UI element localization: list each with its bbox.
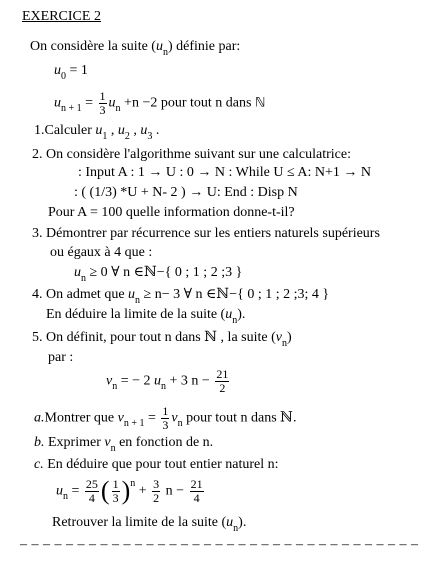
u-symbol: u	[155, 39, 163, 54]
question-5c-last: Retrouver la limite de la suite $(u_n)$.	[52, 515, 247, 534]
u-symbol: u	[108, 95, 116, 111]
algorithm-line1: : Input A : 1 → U : 0 → N : While U ≤ A: N+1 → N	[78, 165, 371, 180]
question-1: 1.Calculer $u_1$ , $u_2$ , $u_3$ .	[34, 123, 160, 142]
question-5a: a.Montrer que $v_{n + 1}$ = $\frac{1}{3}$ $v_n$ pour tout n dans ℕ.	[34, 404, 297, 432]
question-2-line4: Pour A = 100 quelle information donne-t-il?	[48, 205, 295, 220]
set-N: ℕ	[254, 95, 266, 111]
recurrence-eq: =	[85, 95, 94, 111]
recurrence-tail: +n −2 pour tout n dans	[124, 95, 252, 111]
question-5-par: par :	[48, 350, 74, 365]
fraction-one-third: $\frac{1}{3}$	[162, 404, 169, 432]
question-3-line1: 3. Démontrer par récurrence sur les entiers naturels supérieurs	[32, 226, 380, 241]
n-index: n	[162, 47, 168, 58]
u0-definition	[54, 63, 88, 82]
u-explicit-formula: $u_n$ = $\frac{25}{4}$ ( $\frac{1}{3}$ )$^n$ + $\frac{3}{2}$ n − $\frac{21}{4}$	[56, 476, 203, 506]
question-5b: b. Exprimer $v_n$ en fonction de n.	[34, 435, 214, 454]
u0-value: = 1	[69, 63, 88, 78]
question-4-line2: En déduire la limite de la suite $(u_n)$.	[46, 307, 246, 326]
question-5c: c. En déduire que pour tout entier naturel n:	[34, 457, 279, 472]
q1-text: 1.Calculer	[34, 123, 92, 138]
question-3-line2: ou égaux à 4 que :	[50, 245, 153, 260]
v-definition: $v_n$ = − 2 $u_n + 3$ n − $\frac{21}{2}$	[106, 367, 229, 395]
intro-line	[30, 39, 241, 58]
fraction-21-2: $\frac{21}{2}$	[216, 367, 229, 395]
question-4-line1: 4. On admet que $u_n \ge n- 3$ ∀ n ∈ℕ−{ 0 ; 1 ; 2 ;3; 4 }	[32, 287, 330, 306]
intro-text: On considère la suite (	[30, 39, 156, 54]
exercise-title: EXERCICE 2	[22, 9, 101, 24]
u-symbol: u	[54, 95, 61, 111]
fraction-one-third: $\frac{1}{3}$	[99, 89, 106, 117]
algorithm-line2: : ( (1/3) *U + N- 2 ) → U: End : Disp N	[74, 185, 298, 200]
recurrence-index: n + 1	[61, 103, 82, 115]
separator-dashes: – – – – – – – – – – – – – – – – – – – – – – – – – – – – – – – – – – –	[20, 537, 419, 552]
recurrence-relation	[54, 90, 265, 116]
u-symbol: u	[54, 63, 61, 78]
question-3-condition: $u_n \ge 0$ ∀ n ∈ℕ−{ 0 ; 1 ; 2 ;3 }	[74, 265, 243, 284]
intro-text-end: ) définie par:	[167, 39, 241, 54]
question-5-line1: 5. On définit, pour tout n dans ℕ , la suite $(v_n)$	[32, 330, 292, 349]
n-index: n	[115, 103, 121, 115]
u0-index: 0	[61, 71, 66, 82]
question-2-line1: 2. On considère l'algorithme suivant sur une calculatrice:	[32, 147, 351, 162]
